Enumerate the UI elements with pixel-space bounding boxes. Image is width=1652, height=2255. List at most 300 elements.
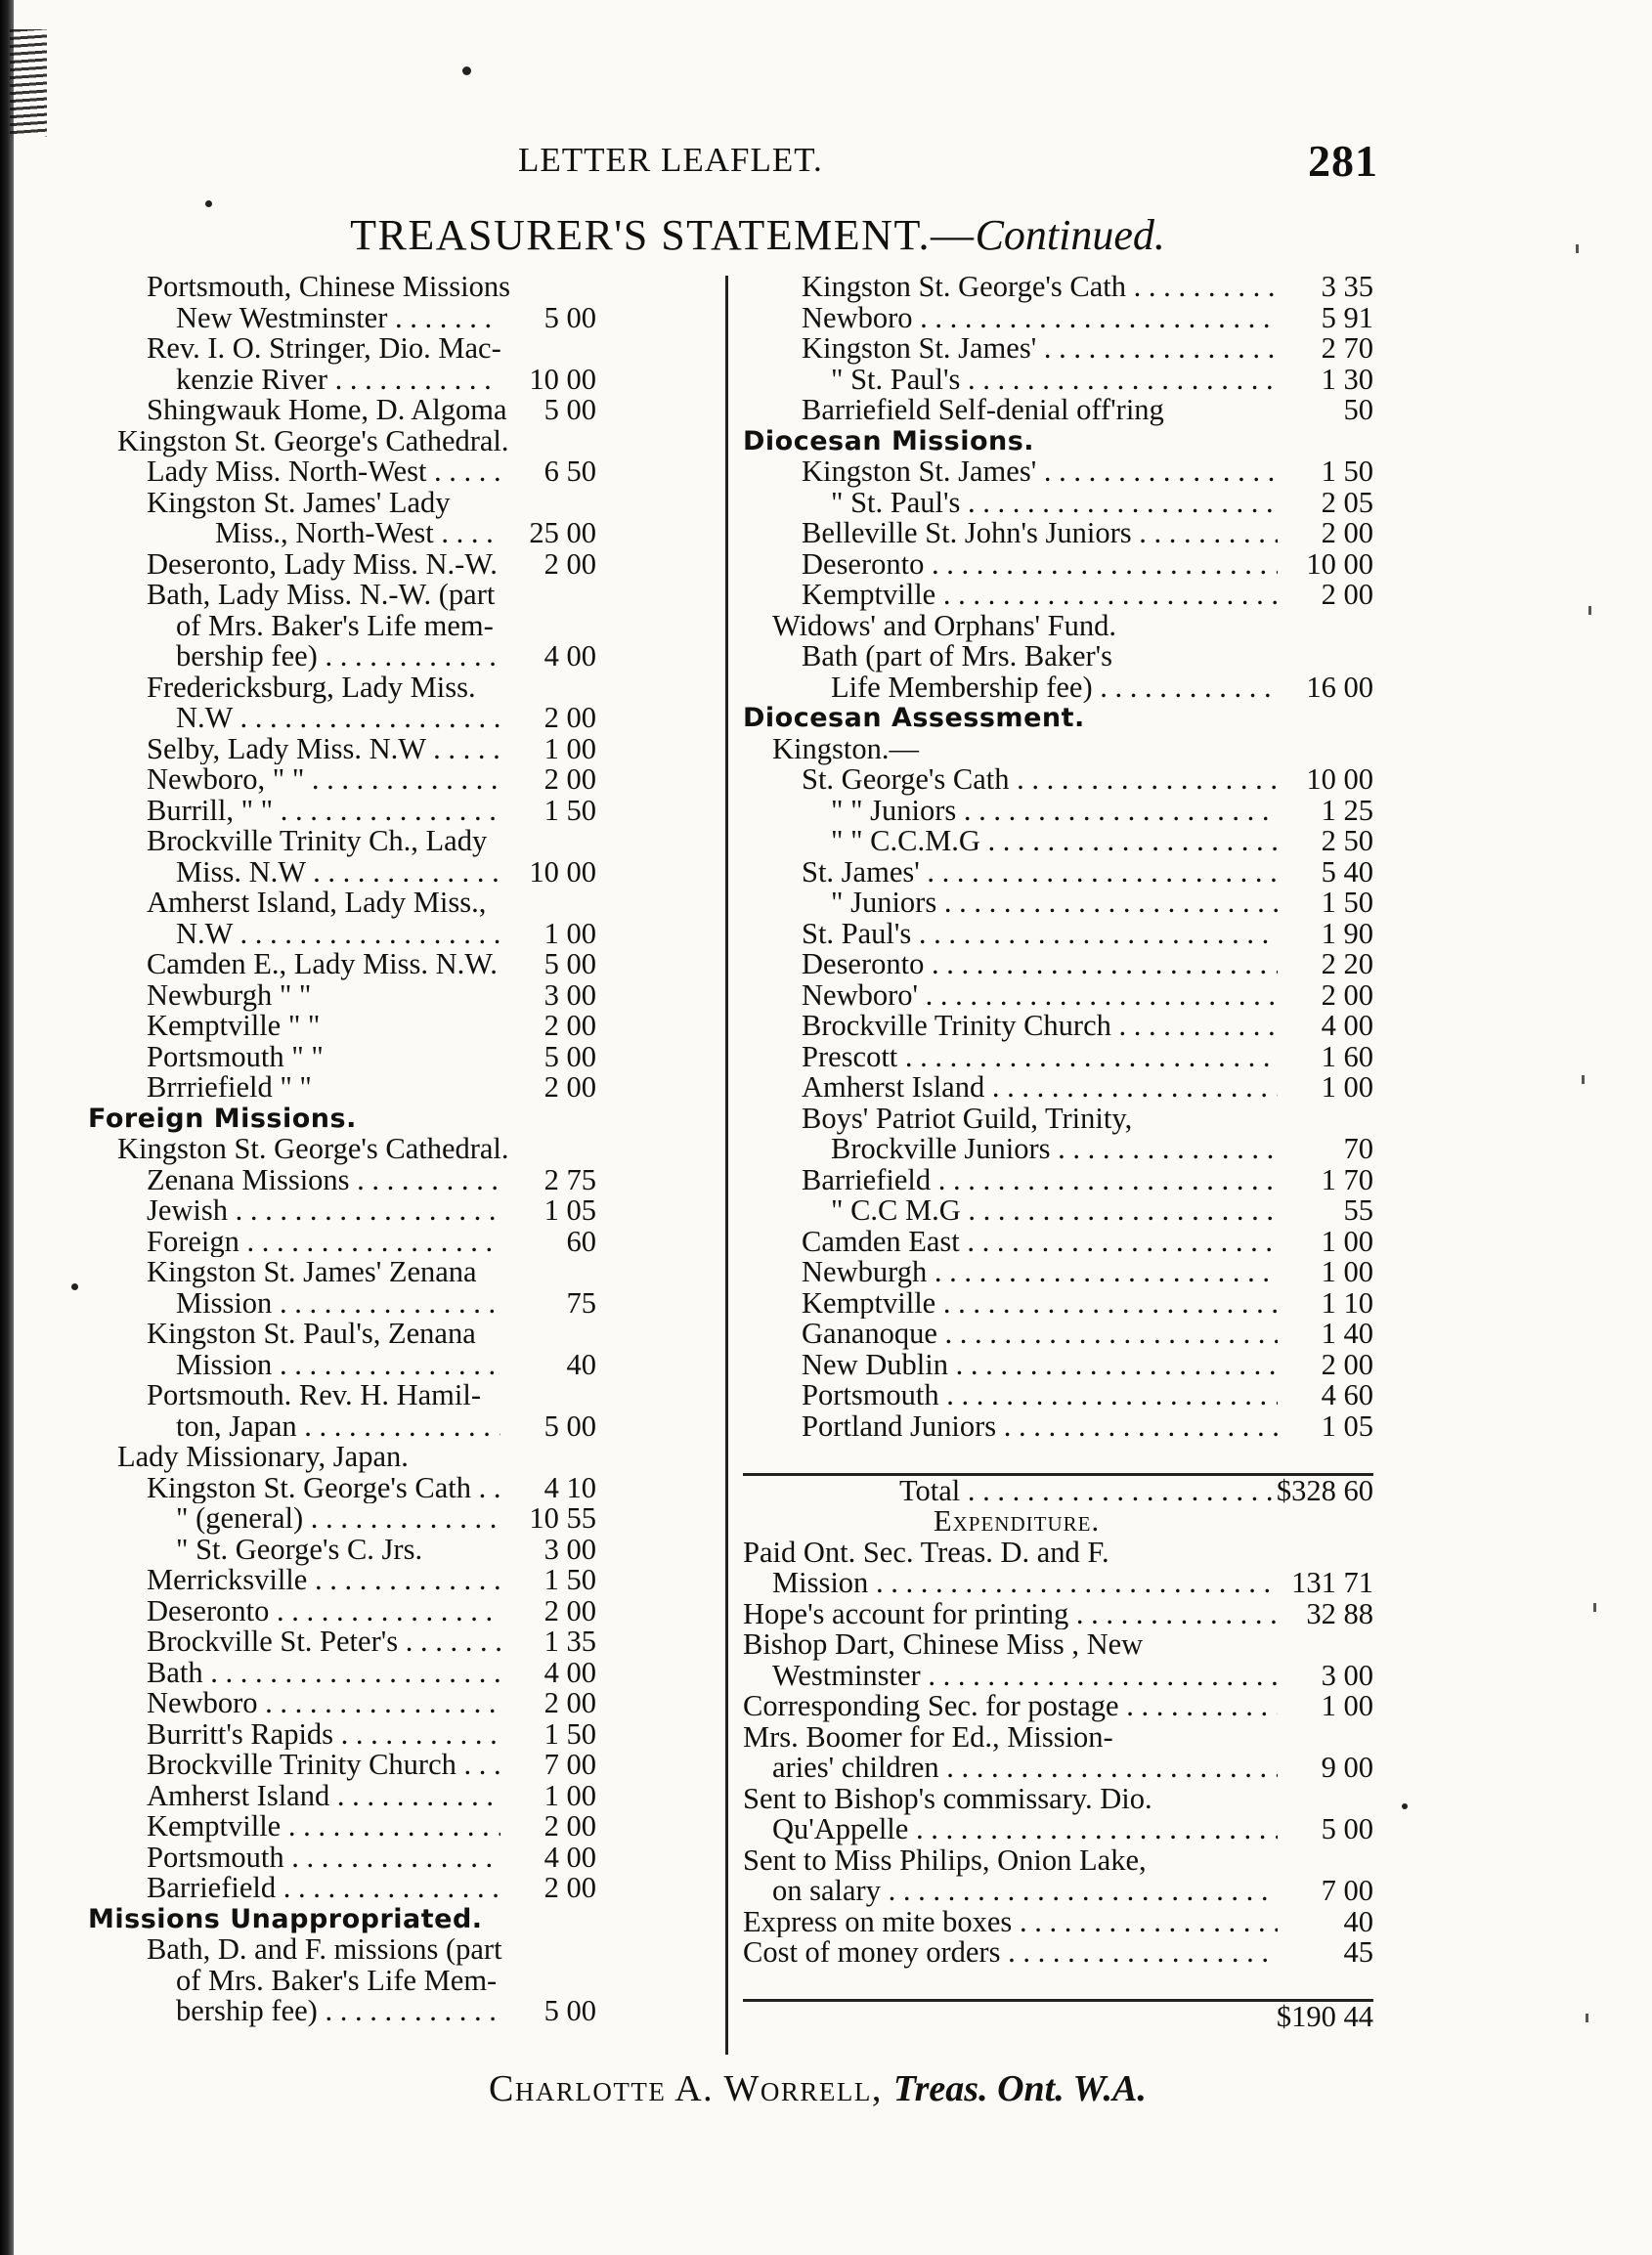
ledger-row: [88, 1039, 596, 1073]
ledger-amount: 1 00: [543, 1778, 596, 1812]
ledger-item-label: Kingston St. George's Cath . . .: [147, 1473, 500, 1504]
ledger-amount: 5 00: [543, 300, 596, 334]
ledger-item-label: Amherst Island . . .: [802, 1072, 1278, 1104]
ledger-item-label: bership fee) . . .: [176, 641, 500, 672]
ledger-row: [88, 1380, 596, 1411]
ledger-amount: 7 00: [543, 1748, 596, 1781]
ledger-row: [88, 826, 596, 857]
ledger-row: [88, 608, 596, 642]
ledger-row: [743, 1134, 1373, 1165]
ledger-amount: 1 90: [1321, 916, 1373, 950]
ledger-amount: 50: [1343, 393, 1373, 426]
ledger-amount: 1 50: [543, 793, 596, 827]
ledger-amount: 40: [1343, 1904, 1373, 1938]
ledger-row: [743, 272, 1373, 303]
treasurer-role: Treas. Ont. W.A.: [892, 2068, 1147, 2109]
ledger-item-label: Barriefield . . .: [802, 1165, 1278, 1196]
ledger-amount: 2 05: [1321, 485, 1373, 519]
ledger-item-label: Shingwauk Home, D. Algoma: [147, 393, 507, 426]
ledger-item-label: Bath, D. and F. missions (part: [147, 1932, 502, 1966]
ledger-row: [88, 672, 596, 704]
ledger-item-label: Newboro . . .: [147, 1688, 500, 1719]
ledger-row: [88, 641, 596, 672]
ledger-item-label: Kingston St. Paul's, Zenana: [147, 1317, 476, 1350]
ledger-row: [743, 1845, 1373, 1877]
ledger-amount: 10 00: [1306, 546, 1373, 581]
ledger-row: [743, 580, 1373, 611]
ledger-amount: 1 00: [543, 731, 596, 765]
ledger-item-label: Life Membership fee) . . .: [831, 672, 1278, 704]
ledger-amount: 32 88: [1306, 1596, 1373, 1630]
ledger-row: [743, 362, 1373, 396]
ledger-item-label: Boys' Patriot Guild, Trinity,: [802, 1101, 1133, 1135]
ledger-amount: 10 00: [529, 362, 596, 396]
ledger-row: [88, 1257, 596, 1288]
ledger-row: [743, 949, 1373, 980]
ledger-amount: 1 05: [543, 1193, 596, 1227]
ledger-row: [743, 1781, 1373, 1815]
ledger-item-label: N.W . . .: [176, 919, 500, 950]
ledger-amount: 6 50: [543, 455, 596, 488]
ledger-item-label: Mission . . .: [772, 1568, 1278, 1599]
ledger-row: [743, 1039, 1373, 1073]
ledger-item-label: Brockville Juniors . . .: [831, 1134, 1278, 1165]
ledger-row: [88, 423, 596, 457]
ledger-row: [88, 1996, 596, 2027]
ledger-item-label: Corresponding Sec. for postage . . .: [743, 1691, 1278, 1722]
ledger-row: [743, 1101, 1373, 1135]
ledger-amount: 5 00: [543, 393, 596, 426]
ledger-item-label: Amherst Island, Lady Miss.,: [147, 886, 487, 919]
margin-mark: [1582, 1075, 1585, 1084]
ledger-item-label: N.W . . .: [176, 703, 500, 734]
ledger-item-label: Portsmouth " ": [147, 1039, 324, 1073]
ledger-item-label: bership fee) . . .: [176, 1996, 500, 2027]
ledger-amount: 10 55: [529, 1501, 596, 1535]
ledger-item-label: Total . . .: [899, 1476, 1278, 1507]
ledger-row: [743, 608, 1373, 642]
ledger-amount: 25 00: [529, 516, 596, 549]
ledger-row: [743, 1596, 1373, 1630]
ledger-amount: 2 20: [1321, 947, 1373, 980]
ledger-item-label: Belleville St. John's Juniors . . .: [802, 518, 1278, 549]
ledger-amount: 1 00: [1321, 1224, 1373, 1258]
ledger-row: [743, 1719, 1373, 1754]
ledger-item-label: Zenana Missions . . .: [147, 1165, 500, 1196]
ledger-item-label: Prescott . . .: [802, 1042, 1278, 1073]
ledger-row: [88, 518, 596, 549]
ledger-item-label: Kingston St. George's Cath . . .: [802, 272, 1278, 303]
ledger-row: [88, 1532, 596, 1566]
book-spine-shadow: [0, 0, 14, 2255]
ledger-amount: 5 00: [543, 1409, 596, 1443]
ledger-amount: 16 00: [1306, 670, 1373, 704]
ledger-row: [88, 1470, 596, 1504]
statement-title-continued: Continued.: [975, 211, 1165, 259]
ledger-item-label: Kemptville . . .: [802, 1288, 1278, 1320]
ledger-amount: 4 00: [543, 1655, 596, 1689]
ledger-row: [743, 546, 1373, 581]
ledger-row: [743, 1629, 1373, 1661]
ledger-amount: 1 30: [1321, 362, 1373, 396]
ledger-item-label: Newburgh " ": [147, 977, 312, 1012]
ledger-item-label: Brockville Trinity Church . . .: [802, 1011, 1278, 1042]
ledger-amount: 40: [566, 1347, 596, 1381]
ledger-item-label: Merricksville . . .: [147, 1565, 500, 1596]
ledger-item-label: Portsmouth, Chinese Missions: [147, 270, 510, 303]
ledger-item-label: Sent to Bishop's commissary. Dio.: [743, 1781, 1152, 1815]
ledger-amount: 7 00: [1321, 1874, 1373, 1907]
ledger-amount: 2 00: [543, 762, 596, 796]
ledger-item-label: Newboro' . . .: [802, 980, 1278, 1012]
ledger-row: [88, 395, 596, 426]
ledger-item-label: Qu'Appelle . . .: [772, 1814, 1278, 1845]
ledger-row: [743, 1904, 1373, 1938]
print-speck: [1402, 1803, 1408, 1809]
ledger-row: [88, 854, 596, 889]
ledger-amount: 1 35: [543, 1625, 596, 1658]
ledger-amount: 131 71: [1291, 1566, 1373, 1599]
ledger-row: [88, 300, 596, 334]
ledger-amount: 3 00: [543, 977, 596, 1012]
ledger-item-label: Brockville Trinity Church . . .: [147, 1750, 500, 1781]
ledger-row: [743, 1442, 1373, 1473]
ledger-item-label: New Westminster . . .: [176, 303, 500, 334]
ledger-item-label: Kingston St. George's Cathedral.: [117, 1132, 509, 1165]
ledger-row: [88, 1873, 596, 1904]
ledger-row: [743, 977, 1373, 1012]
ledger-item-label: Mission . . .: [176, 1350, 500, 1381]
ledger-row: [88, 764, 596, 796]
ledger-item-label: Cost of money orders . . .: [743, 1937, 1278, 1969]
ledger-item-label: " (general) . . .: [176, 1503, 500, 1535]
ledger-total-row: [743, 1999, 1373, 2033]
ledger-row: [743, 1319, 1373, 1350]
ledger-row: [88, 1688, 596, 1719]
ledger-item-label: Kingston St. James' Zenana: [147, 1255, 477, 1288]
ledger-row: [88, 1593, 596, 1627]
ledger-row: [743, 518, 1373, 549]
ledger-amount: 1 10: [1321, 1285, 1373, 1320]
ledger-amount: 2 00: [543, 1009, 596, 1042]
ledger-amount: 1 00: [1321, 1070, 1373, 1104]
ledger-item-label: Rev. I. O. Stringer, Dio. Mac-: [147, 331, 501, 365]
ledger-row: [88, 272, 596, 303]
ledger-amount: 5 40: [1321, 854, 1373, 889]
ledger-row: [88, 1285, 596, 1320]
ledger-item-label: Widows' and Orphans' Fund.: [772, 608, 1117, 642]
ledger-row: [743, 300, 1373, 334]
ledger-item-label: Paid Ont. Sec. Treas. D. and F.: [743, 1535, 1109, 1569]
ledger-row: [88, 546, 596, 581]
ledger-row: [88, 977, 596, 1012]
ledger-amount: 2 00: [543, 1809, 596, 1843]
ledger-row: [88, 1840, 596, 1874]
section-heading: [743, 426, 1373, 457]
ledger-item-label: Brockville Trinity Ch., Lady: [147, 824, 488, 857]
ledger-amount: 2 00: [1321, 516, 1373, 549]
ledger-item-label: " St. Paul's . . .: [831, 365, 1278, 396]
ledger-row: [743, 1411, 1373, 1443]
ledger-row: [88, 1347, 596, 1381]
statement-title: [156, 210, 1359, 260]
ledger-amount: 1 60: [1321, 1039, 1373, 1073]
ledger-item-label: of Mrs. Baker's Life mem-: [176, 608, 494, 642]
ledger-item-label: Kingston St. George's Cathedral.: [117, 423, 509, 457]
ledger-item-label: Gananoque . . .: [802, 1319, 1278, 1350]
section-heading: [88, 1904, 596, 1935]
ledger-item-label: of Mrs. Baker's Life Mem-: [176, 1963, 498, 1997]
print-speck: [462, 66, 471, 75]
ledger-row: [743, 1347, 1373, 1381]
ledger-amount: $190 44: [1276, 2000, 1373, 2033]
ledger-amount: 2 00: [543, 1070, 596, 1104]
ledger-amount: 1 05: [1321, 1409, 1373, 1443]
ledger-amount: 75: [566, 1285, 596, 1320]
ledger-row: [743, 485, 1373, 519]
ledger-row: [743, 731, 1373, 765]
ledger-item-label: Missions Unappropriated.: [88, 1903, 483, 1934]
ledger-item-label: Camden East . . .: [802, 1227, 1278, 1258]
ledger-amount: 1 50: [1321, 886, 1373, 919]
ledger-item-label: Lady Miss. North-West . . .: [147, 456, 500, 488]
ledger-item-label: Barriefield . . .: [147, 1873, 500, 1904]
ledger-item-label: Deseronto . . .: [802, 549, 1278, 581]
ledger-row: [743, 1535, 1373, 1569]
ledger-item-label: Kingston St. James' . . .: [802, 333, 1278, 365]
ledger-row: [743, 1753, 1373, 1784]
ledger-row: [88, 1626, 596, 1658]
ledger-amount: 4 00: [543, 1840, 596, 1874]
ledger-item-label: Deseronto . . .: [147, 1596, 500, 1627]
ledger-total-row: [743, 1473, 1373, 1507]
ledger-item-label: St. George's Cath . . .: [802, 764, 1278, 796]
ledger-amount: 2 00: [1321, 1347, 1373, 1381]
ledger-amount: 5 00: [1321, 1812, 1373, 1845]
left-column-ledger: [88, 272, 596, 2027]
ledger-item-label: Brockville St. Peter's . . .: [147, 1626, 500, 1658]
ledger-row: [88, 731, 596, 765]
ledger-amount: 2 00: [543, 546, 596, 581]
ledger-item-label: Foreign Missions.: [88, 1103, 357, 1134]
ledger-amount: 5 91: [1321, 300, 1373, 334]
ledger-amount: 1 00: [1321, 1689, 1373, 1722]
ledger-row: [88, 1716, 596, 1751]
ledger-item-label: New Dublin . . .: [802, 1350, 1278, 1381]
ledger-amount: 3 35: [1321, 270, 1373, 303]
ledger-row: [88, 1442, 596, 1473]
ledger-row: [88, 793, 596, 827]
ledger-row: [743, 1506, 1373, 1538]
ledger-item-label: Miss., North-West . . .: [215, 518, 500, 549]
ledger-item-label: Jewish . . .: [147, 1195, 500, 1227]
ledger-row: [88, 333, 596, 365]
right-column-ledger: [743, 272, 1373, 2033]
ledger-amount: 1 70: [1321, 1162, 1373, 1196]
ledger-row: [88, 703, 596, 734]
ledger-amount: 2 70: [1321, 331, 1373, 365]
ledger-row: [743, 1937, 1373, 1969]
ledger-item-label: Westminster . . .: [772, 1661, 1278, 1692]
ledger-item-label: " Juniors . . .: [831, 888, 1278, 919]
ledger-item-label: on salary . . .: [772, 1876, 1278, 1907]
ledger-amount: $328 60: [1276, 1473, 1373, 1507]
ledger-item-label: " St. Paul's . . .: [831, 488, 1278, 519]
ledger-item-label: Sent to Miss Philips, Onion Lake,: [743, 1843, 1147, 1877]
ledger-amount: 2 75: [543, 1162, 596, 1196]
margin-mark: [1586, 2014, 1588, 2022]
ledger-amount: 4 00: [543, 639, 596, 672]
ledger-row: [743, 641, 1373, 672]
ledger-row: [88, 888, 596, 919]
ledger-amount: 1 00: [1321, 1255, 1373, 1288]
ledger-amount: 5 00: [543, 947, 596, 980]
ledger-item-label: " C.C M.G . . .: [831, 1195, 1278, 1227]
ledger-row: [743, 1224, 1373, 1258]
ledger-amount: 45: [1343, 1935, 1373, 1969]
ledger-amount: 1 25: [1321, 793, 1373, 827]
ledger-item-label: Foreign . . .: [147, 1227, 500, 1258]
ledger-item-label: Newburgh . . .: [802, 1257, 1278, 1288]
ledger-row: [743, 1257, 1373, 1288]
ledger-amount: 2 50: [1321, 824, 1373, 857]
ledger-amount: 2 00: [1321, 977, 1373, 1012]
ledger-row: [88, 1072, 596, 1104]
ledger-row: [88, 1811, 596, 1843]
ledger-item-label: Diocesan Missions.: [743, 425, 1035, 456]
ledger-amount: 4 00: [1321, 1009, 1373, 1042]
ledger-item-label: Bath, Lady Miss. N.-W. (part: [147, 578, 496, 611]
ledger-row: [88, 1963, 596, 1997]
ledger-item-label: Newboro, " " . . .: [147, 764, 500, 796]
ledger-item-label: Kingston St. James' . . .: [802, 456, 1278, 488]
ledger-item-label: " St. George's C. Jrs.: [176, 1532, 423, 1566]
ledger-item-label: Portsmouth . . .: [802, 1380, 1278, 1411]
page-header: [518, 135, 1378, 190]
ledger-row: [743, 1658, 1373, 1692]
ledger-amount: 70: [1343, 1132, 1373, 1165]
ledger-row: [743, 764, 1373, 796]
ledger-item-label: Deseronto . . .: [802, 949, 1278, 980]
ledger-item-label: Express on mite boxes . . .: [743, 1907, 1278, 1938]
margin-mark: [1576, 244, 1579, 253]
section-heading: [743, 703, 1373, 734]
ledger-row: [743, 672, 1373, 704]
ledger-row: [743, 1380, 1373, 1411]
ledger-item-label: Expenditure.: [934, 1504, 1101, 1538]
ledger-item-label: Mission . . .: [176, 1288, 500, 1320]
ledger-row: [88, 1011, 596, 1042]
ledger-row: [88, 1162, 596, 1196]
ledger-item-label: Kemptville . . .: [802, 580, 1278, 611]
ledger-row: [743, 395, 1373, 426]
ledger-row: [743, 1568, 1373, 1599]
ledger-item-label: Portsmouth. Rev. H. Hamil-: [147, 1378, 481, 1411]
ledger-row: [88, 1319, 596, 1350]
ledger-item-label: Hope's account for printing . . .: [743, 1599, 1278, 1630]
ledger-amount: 4 10: [543, 1470, 596, 1504]
ledger-row: [743, 1691, 1373, 1722]
ledger-item-label: Bath (part of Mrs. Baker's: [802, 639, 1113, 672]
ledger-row: [88, 916, 596, 950]
ledger-item-label: St. James' . . .: [802, 857, 1278, 889]
treasurer-signature: [489, 2067, 1349, 2110]
ledger-amount: 10 00: [529, 854, 596, 889]
ledger-item-label: Newboro . . .: [802, 303, 1278, 334]
ledger-item-label: ton, Japan . . .: [176, 1411, 500, 1443]
column-divider: [725, 276, 728, 2055]
ledger-item-label: Deseronto, Lady Miss. N.-W.: [147, 546, 498, 581]
ledger-row: [88, 1503, 596, 1535]
ledger-amount: 60: [566, 1224, 596, 1258]
ledger-row: [743, 854, 1373, 889]
ledger-row: [743, 333, 1373, 365]
ledger-row: [743, 1162, 1373, 1196]
ledger-row: [88, 1565, 596, 1596]
ledger-amount: 2 00: [543, 701, 596, 734]
ledger-row: [88, 949, 596, 980]
ledger-item-label: Bath . . .: [147, 1658, 500, 1689]
ledger-item-label: Brrriefield " ": [147, 1070, 312, 1104]
ledger-amount: 1 50: [543, 1563, 596, 1596]
ledger-item-label: Selby, Lady Miss. N.W . . .: [147, 734, 500, 765]
ledger-item-label: Barriefield Self-denial off'ring: [802, 393, 1164, 426]
ledger-item-label: Amherst Island . . .: [147, 1781, 500, 1812]
ledger-amount: 1 40: [1321, 1317, 1373, 1350]
ledger-item-label: " " Juniors . . .: [831, 796, 1278, 827]
ledger-row: [88, 580, 596, 611]
ledger-item-label: Fredericksburg, Lady Miss.: [147, 670, 476, 704]
ledger-item-label: Lady Missionary, Japan.: [117, 1440, 409, 1473]
ledger-row: [88, 1134, 596, 1165]
ledger-row: [743, 1195, 1373, 1227]
ledger-row: [88, 1655, 596, 1689]
ledger-amount: 10 00: [1306, 762, 1373, 796]
ledger-item-label: Kingston St. James' Lady: [147, 485, 451, 519]
ledger-item-label: aries' children . . .: [772, 1753, 1278, 1784]
ledger-row: [88, 456, 596, 488]
ledger-item-label: Miss. N.W . . .: [176, 857, 500, 889]
running-title: LETTER LEAFLET.: [518, 141, 823, 179]
ledger-item-label: Portsmouth . . .: [147, 1843, 500, 1874]
ledger-amount: 2 00: [1321, 578, 1373, 611]
ledger-item-label: Portland Juniors . . .: [802, 1411, 1278, 1443]
ledger-row: [88, 485, 596, 519]
ledger-row: [88, 1224, 596, 1258]
ledger-amount: 5 00: [543, 1994, 596, 2027]
ledger-amount: 2 00: [543, 1871, 596, 1904]
ledger-amount: 2 00: [543, 1686, 596, 1719]
ledger-item-label: Burrill, " " . . .: [147, 796, 500, 827]
ledger-item-label: Burritt's Rapids . . .: [147, 1719, 500, 1751]
ledger-row: [743, 1072, 1373, 1104]
ledger-item-label: Mrs. Boomer for Ed., Mission-: [743, 1719, 1113, 1754]
ledger-row: [743, 1011, 1373, 1042]
ledger-row: [743, 456, 1373, 488]
margin-mark: [1593, 1603, 1596, 1612]
ledger-row: [743, 1814, 1373, 1845]
ledger-amount: 3 00: [1321, 1658, 1373, 1692]
ledger-row: [743, 793, 1373, 827]
ledger-row: [88, 362, 596, 396]
ledger-row: [88, 1411, 596, 1443]
ledger-row: [88, 1934, 596, 1966]
ledger-row: [743, 826, 1373, 857]
ledger-item-label: Diocesan Assessment.: [743, 703, 1085, 733]
print-speck: [205, 200, 212, 207]
ledger-amount: 1 50: [543, 1716, 596, 1751]
section-heading: [88, 1104, 596, 1135]
